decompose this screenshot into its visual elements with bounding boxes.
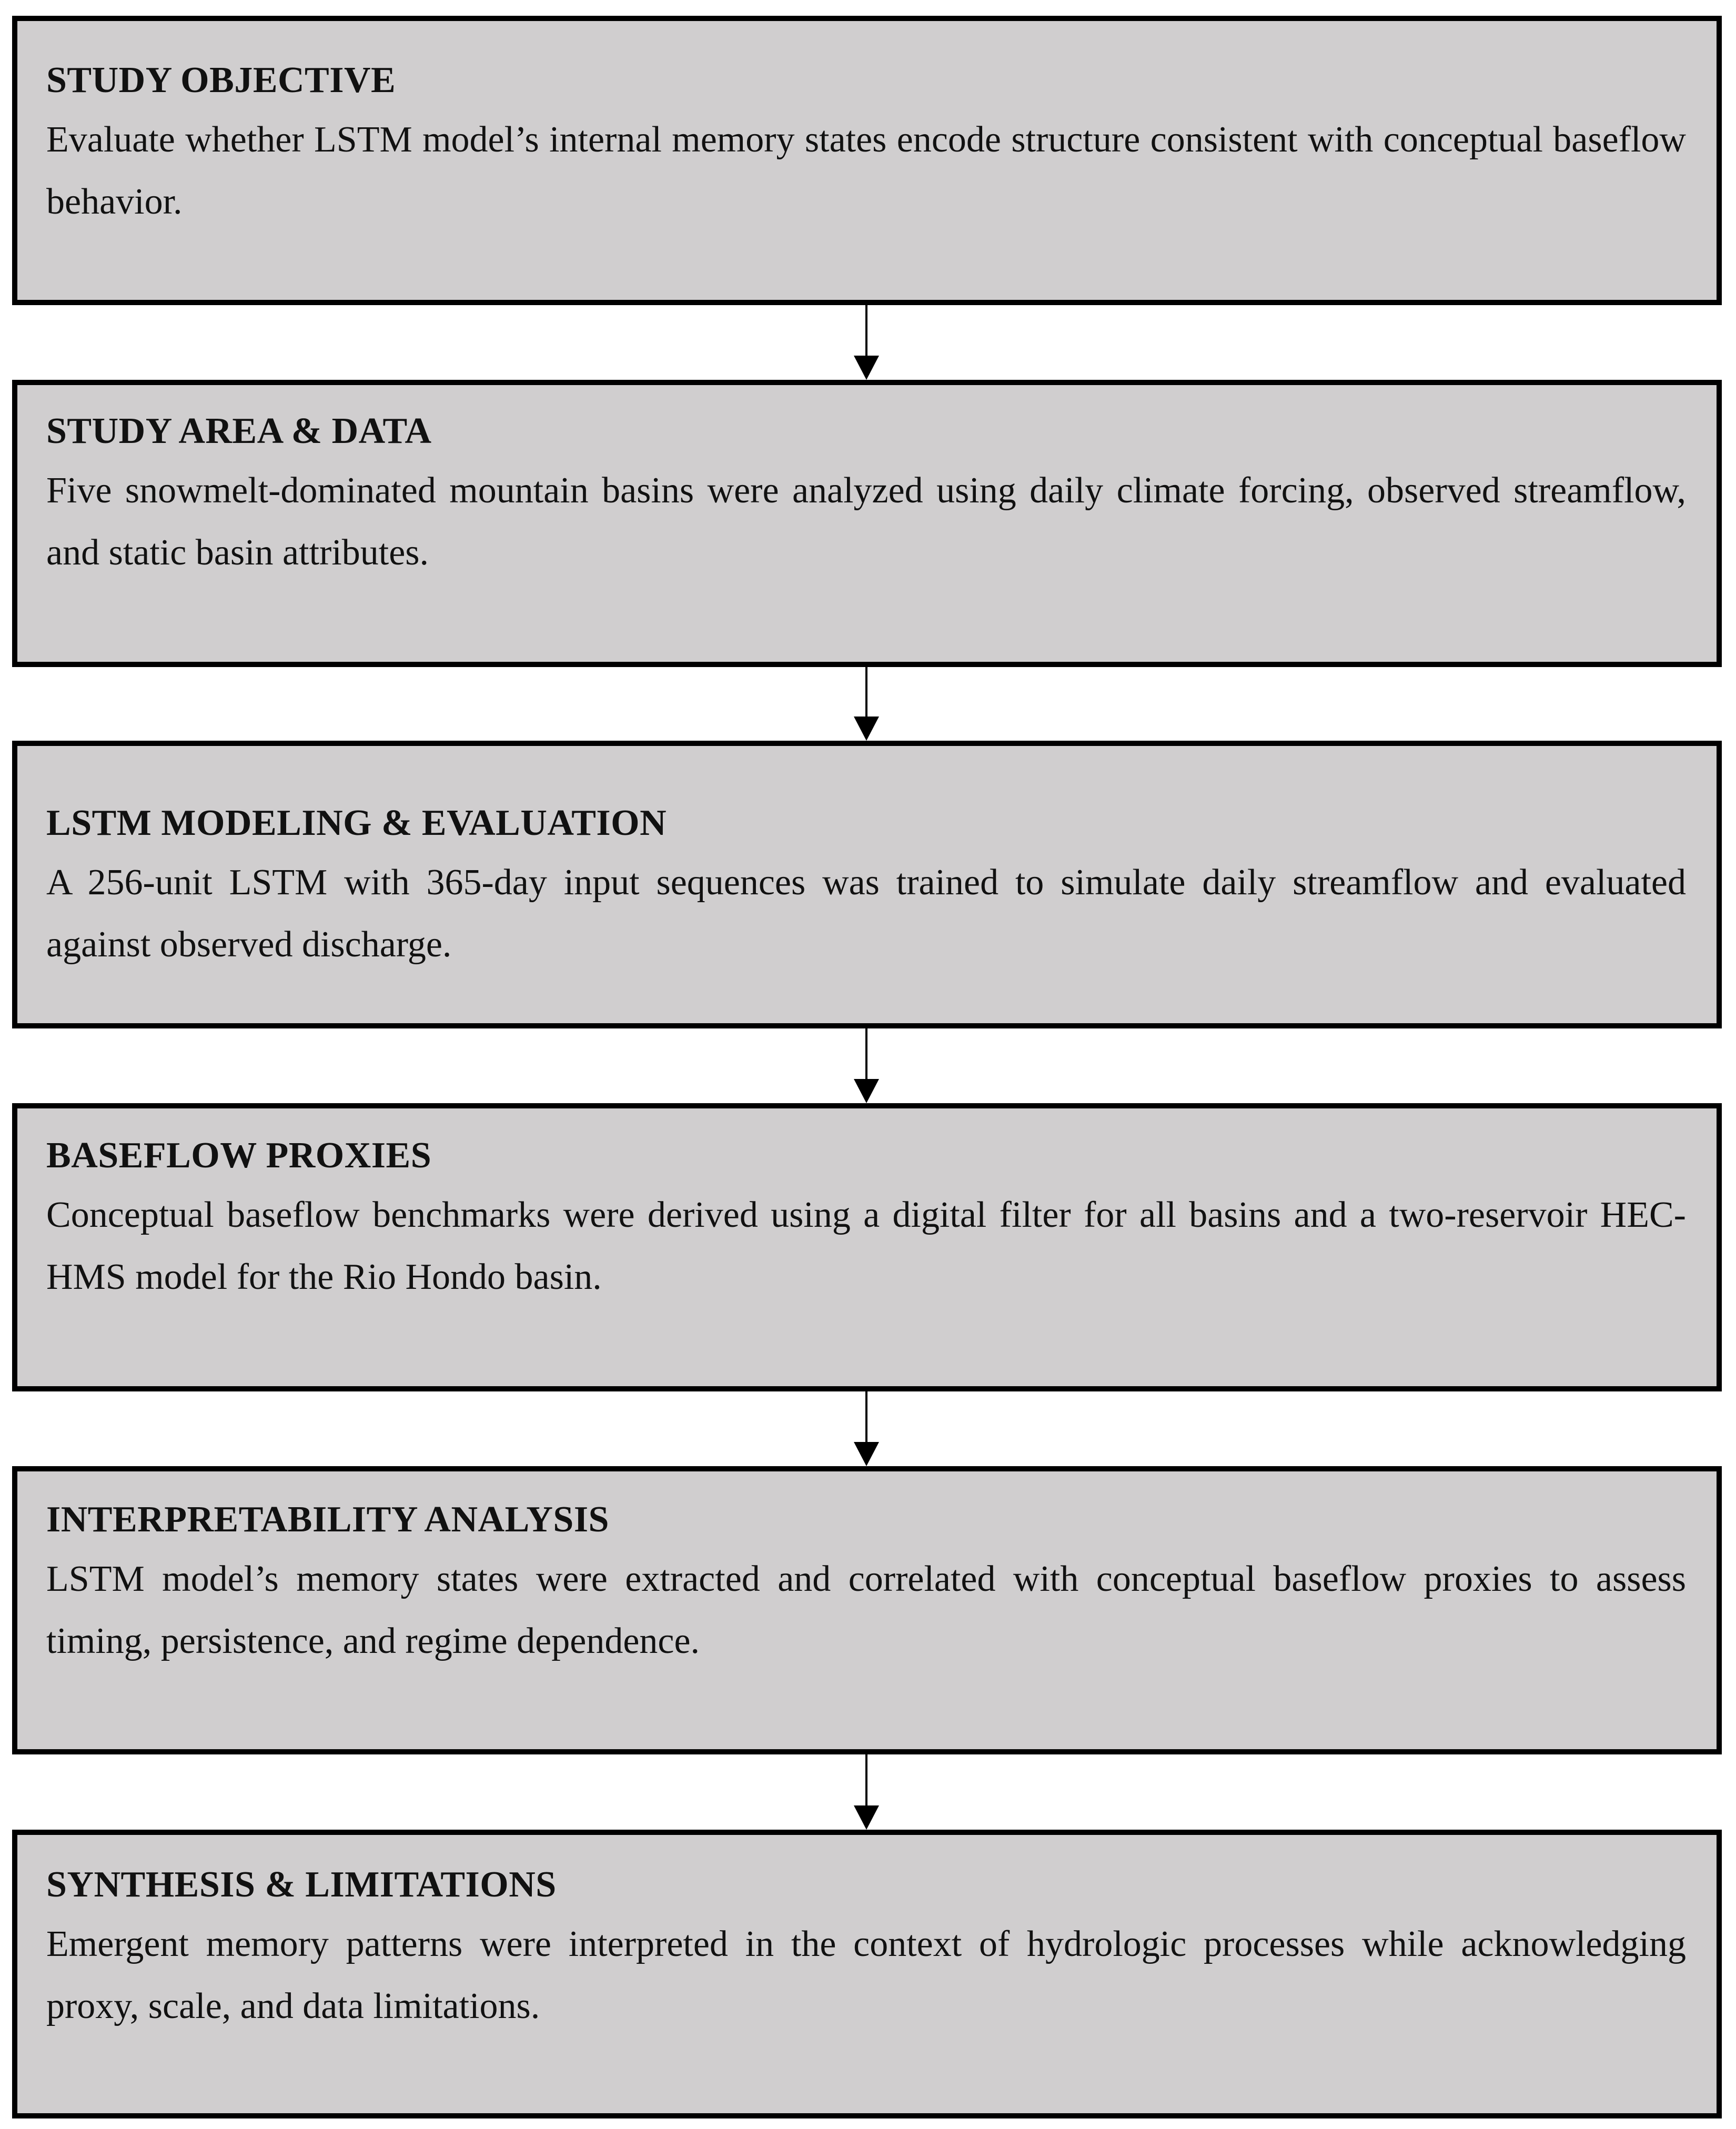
step-title: BASEFLOW PROXIES [46,1135,432,1176]
step-title: LSTM MODELING & EVALUATION [46,803,667,843]
step-content [46,410,1686,584]
arrow-down-icon [854,667,879,741]
step-content [46,1135,1686,1308]
step-title: SYNTHESIS & LIMITATIONS [46,1864,557,1905]
arrow-down-icon [854,1028,879,1103]
step-box-lstm-modeling-evaluation [12,741,1722,1028]
step-box-study-objective [12,16,1722,305]
step-box-baseflow-proxies [12,1103,1722,1391]
step-title: INTERPRETABILITY ANALYSIS [46,1499,609,1540]
arrow-down-icon [854,305,879,380]
step-body: Evaluate whether LSTM model’s internal memory states encode structure consistent with conceptual baseflow behavior. [46,119,1686,222]
step-content [46,802,1686,976]
step-content [46,1864,1686,2037]
arrow-down-icon [854,1391,879,1466]
arrow-head [854,356,879,380]
step-body: Conceptual baseflow benchmarks were derived using a digital filter for all basins and a two-reservoir HEC-HMS model for the Rio Hondo basin. [46,1195,1686,1297]
step-title: STUDY AREA & DATA [46,411,432,451]
arrow-head [854,1079,879,1103]
step-body: Five snowmelt-dominated mountain basins were analyzed using daily climate forcing, observed streamflow, and static basin attributes. [46,470,1686,573]
step-body: A 256-unit LSTM with 365-day input sequences was trained to simulate daily streamflow and evaluated against observed discharge. [46,862,1686,965]
arrow-shaft [865,1391,867,1444]
step-content [46,59,1686,233]
arrow-shaft [865,305,867,358]
step-body: LSTM model’s memory states were extracted and correlated with conceptual baseflow proxies to assess timing, persistence, and regime dependence. [46,1559,1686,1661]
arrow-shaft [865,1754,867,1807]
arrow-head [854,1442,879,1466]
step-content [46,1499,1686,1672]
step-title: STUDY OBJECTIVE [46,60,396,100]
arrow-shaft [865,667,867,719]
step-body: Emergent memory patterns were interpreted in the context of hydrologic processes while acknowledging proxy, scale, and data limitations. [46,1924,1686,2026]
step-box-synthesis-limitations [12,1830,1722,2118]
arrow-head [854,717,879,741]
step-box-study-area-data [12,380,1722,667]
step-box-interpretability-analysis [12,1466,1722,1754]
arrow-down-icon [854,1754,879,1830]
arrow-head [854,1805,879,1830]
arrow-shaft [865,1028,867,1081]
